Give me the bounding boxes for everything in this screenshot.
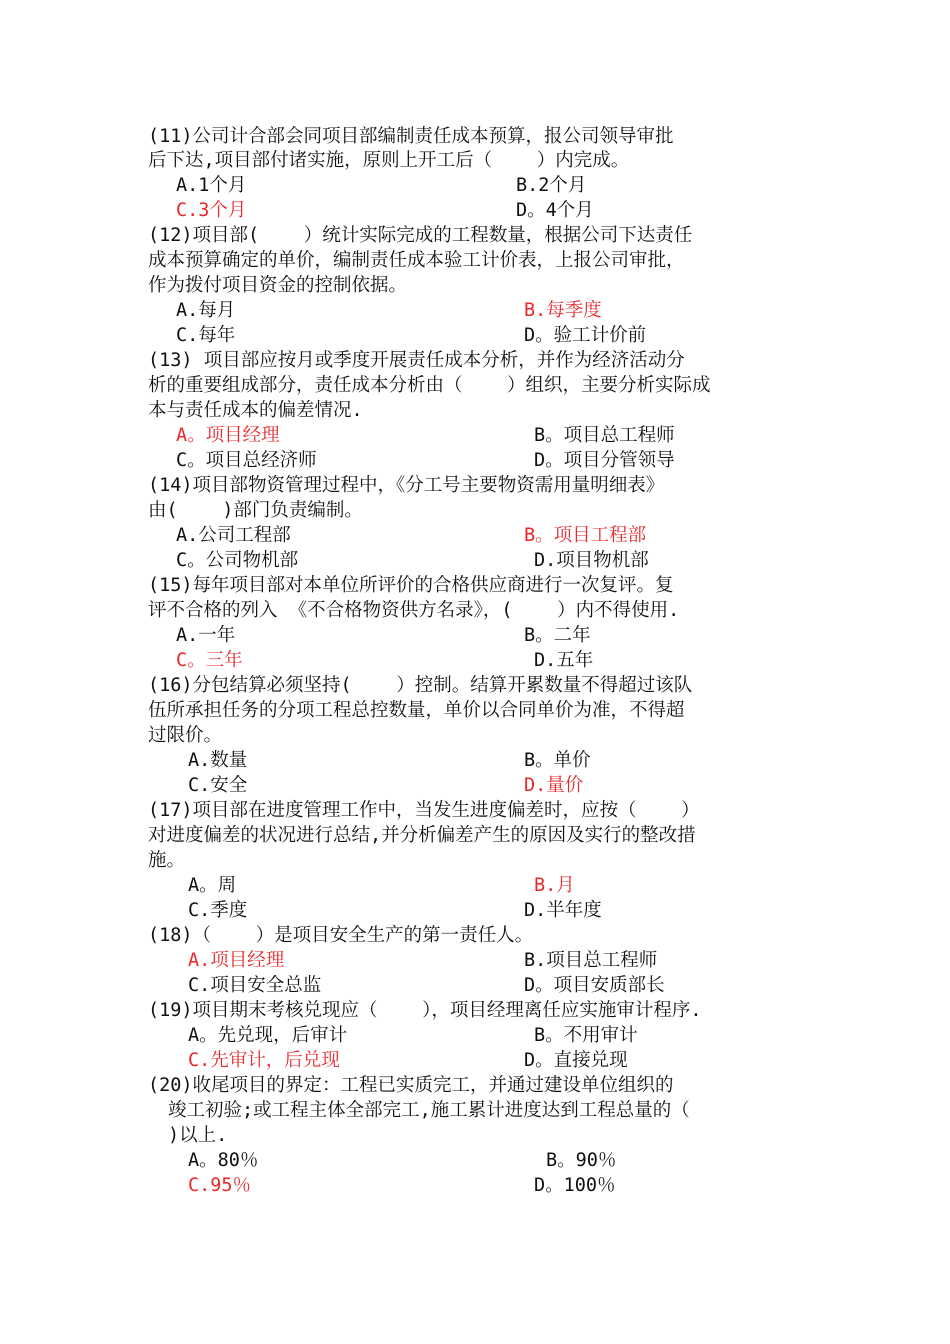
question-20-option-d: D。100％ bbox=[534, 1175, 616, 1196]
question-13-stem-line-2: 析的重要组成部分，责任成本分析由（ ）组织，主要分析实际成 bbox=[148, 375, 711, 396]
question-12-option-a: A.每月 bbox=[176, 300, 236, 321]
question-17-stem-line-2: 对进度偏差的状况进行总结,并分析偏差产生的原因及实行的整改措 bbox=[148, 825, 696, 846]
question-13-option-b: B。项目总工程师 bbox=[534, 425, 675, 446]
question-13-stem-line-1: (13) 项目部应按月或季度开展责任成本分析，并作为经济活动分 bbox=[148, 350, 685, 371]
question-17-option-d: D.半年度 bbox=[524, 900, 602, 921]
question-15-option-a: A.一年 bbox=[176, 625, 236, 646]
question-15-stem-line-2: 评不合格的列入 《不合格物资供方名录》，( ）内不得使用. bbox=[148, 600, 680, 621]
question-12-stem-line-3: 作为拨付项目资金的控制依据。 bbox=[148, 275, 408, 296]
question-20-option-a: A。80％ bbox=[188, 1150, 259, 1171]
question-17-option-b-correct: B.月 bbox=[534, 875, 575, 896]
question-15-stem-line-1: (15)每年项目部对本单位所评价的合格供应商进行一次复评。复 bbox=[148, 575, 674, 596]
question-11-option-c-correct: C.3个月 bbox=[176, 200, 247, 221]
question-16-stem-line-2: 伍所承担任务的分项工程总控数量，单价以合同单价为准，不得超 bbox=[148, 700, 685, 721]
question-19-option-c-correct: C.先审计，后兑现 bbox=[188, 1050, 340, 1071]
question-16-stem-line-1: (16)分包结算必须坚持( ）控制。结算开累数量不得超过该队 bbox=[148, 675, 693, 696]
question-16-option-d-correct: D.量价 bbox=[524, 775, 584, 796]
question-20-stem-line-3: )以上. bbox=[168, 1125, 228, 1146]
question-16-option-a: A.数量 bbox=[188, 750, 248, 771]
question-12-option-c: C.每年 bbox=[176, 325, 236, 346]
question-19-option-b: B。不用审计 bbox=[534, 1025, 638, 1046]
question-12-stem-line-1: (12)项目部( ）统计实际完成的工程数量，根据公司下达责任 bbox=[148, 225, 693, 246]
question-14-stem-line-2: 由( )部门负责编制。 bbox=[148, 500, 363, 521]
question-16-stem-line-3: 过限价。 bbox=[148, 725, 223, 746]
question-11-option-d: D。4个月 bbox=[516, 200, 594, 221]
question-18-option-d: D。项目安质部长 bbox=[524, 975, 665, 996]
question-17-stem-line-1: (17)项目部在进度管理工作中，当发生进度偏差时，应按（ ） bbox=[148, 800, 700, 821]
question-19-option-d: D。直接兑现 bbox=[524, 1050, 628, 1071]
question-12-option-b-correct: B.每季度 bbox=[524, 300, 602, 321]
question-14-stem-line-1: (14)项目部物资管理过程中，《分工号主要物资需用量明细表》 bbox=[148, 475, 665, 496]
question-15-option-d: D.五年 bbox=[534, 650, 594, 671]
question-20-stem-line-1: (20)收尾项目的界定：工程已实质完工，并通过建设单位组织的 bbox=[148, 1075, 674, 1096]
question-20-option-c-correct: C.95％ bbox=[188, 1175, 252, 1196]
question-17-option-a: A。周 bbox=[188, 875, 237, 896]
question-11-stem-line-1: (11)公司计合部会同项目部编制责任成本预算，报公司领导审批 bbox=[148, 126, 674, 147]
question-14-option-d: D.项目物机部 bbox=[534, 550, 649, 571]
question-16-option-c: C.安全 bbox=[188, 775, 248, 796]
question-18-option-b: B.项目总工程师 bbox=[524, 950, 658, 971]
question-18-stem-line-1: (18)（ ）是项目安全生产的第一责任人。 bbox=[148, 925, 534, 946]
question-18-option-a-correct: A.项目经理 bbox=[188, 950, 285, 971]
question-20-option-b: B。90％ bbox=[546, 1150, 617, 1171]
question-15-option-c-correct: C。三年 bbox=[176, 650, 243, 671]
question-19-option-a: A。先兑现，后审计 bbox=[188, 1025, 348, 1046]
question-11-option-b: B.2个月 bbox=[516, 175, 587, 196]
question-13-option-a-correct: A。项目经理 bbox=[176, 425, 280, 446]
question-13-option-d: D。项目分管领导 bbox=[534, 450, 675, 471]
question-15-option-b: B。二年 bbox=[524, 625, 591, 646]
question-13-option-c: C。项目总经济师 bbox=[176, 450, 317, 471]
question-18-option-c: C.项目安全总监 bbox=[188, 975, 322, 996]
question-14-option-a: A.公司工程部 bbox=[176, 525, 291, 546]
question-11-option-a: A.1个月 bbox=[176, 175, 247, 196]
question-14-option-b-correct: B。项目工程部 bbox=[524, 525, 647, 546]
question-17-stem-line-3: 施。 bbox=[148, 850, 186, 871]
question-17-option-c: C.季度 bbox=[188, 900, 248, 921]
question-20-stem-line-2: 竣工初验;或工程主体全部完工,施工累计进度达到工程总量的（ bbox=[168, 1100, 690, 1121]
question-14-option-c: C。公司物机部 bbox=[176, 550, 299, 571]
question-13-stem-line-3: 本与责任成本的偏差情况. bbox=[148, 400, 363, 421]
question-19-stem-line-1: (19)项目期末考核兑现应（ ），项目经理离任应实施审计程序. bbox=[148, 1000, 702, 1021]
question-16-option-b: B。单价 bbox=[524, 750, 591, 771]
question-11-stem-line-2: 后下达,项目部付诸实施，原则上开工后（ ）内完成。 bbox=[148, 150, 630, 171]
question-12-option-d: D。验工计价前 bbox=[524, 325, 647, 346]
question-12-stem-line-2: 成本预算确定的单价，编制责任成本验工计价表，上报公司审批， bbox=[148, 250, 685, 271]
